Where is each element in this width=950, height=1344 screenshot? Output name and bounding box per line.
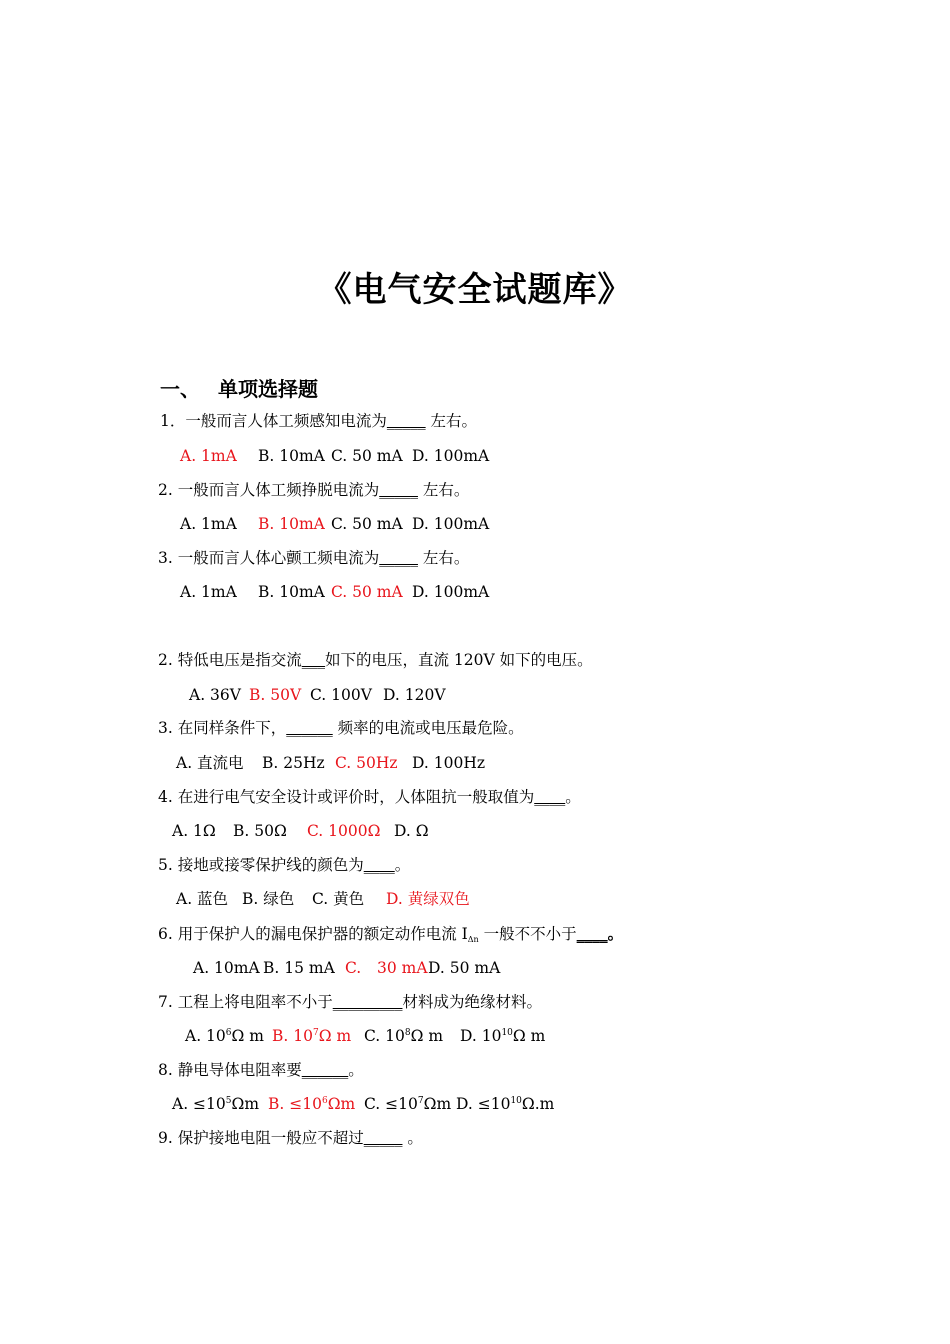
section-heading [160, 373, 318, 402]
option-c: C. 50 mA [331, 515, 403, 533]
answer-blank: _________ [332, 993, 403, 1011]
option-a: A. $\le 10^5\Omega m$ [172, 1095, 260, 1113]
option-d: D. 120V [383, 686, 446, 704]
option-b: B. $\le 10^6\Omega m$ [268, 1095, 356, 1113]
stem-text: 5. 接地或接零保护线的颜色为 [158, 856, 364, 874]
question-options [193, 958, 501, 978]
question-options [172, 821, 429, 841]
option-c: C. $10^8\Omega$ m [364, 1027, 444, 1045]
question-stem [158, 1060, 364, 1080]
question-stem [158, 787, 581, 807]
question-stem [158, 480, 469, 500]
question-stem [158, 548, 469, 568]
question-stem [158, 924, 623, 944]
question-options [189, 685, 446, 705]
answer-blank: ___ [301, 651, 325, 669]
stem-text: 如下的电压，直流 120V 如下的电压。 [324, 651, 593, 669]
answer-blank: ______ [301, 1061, 349, 1079]
stem-text: 3. 一般而言人体心颤工频电流为 [158, 549, 380, 567]
option-a: A. 蓝色 [176, 890, 229, 908]
answer-blank: _____ [379, 549, 418, 567]
option-c: C. 50Hz [335, 754, 398, 772]
section-title: 单项选择题 [218, 377, 318, 401]
option-d: D. 黄绿双色 [386, 890, 470, 908]
question-stem [158, 992, 542, 1012]
option-b: B. 10mA [258, 515, 325, 533]
stem-text: 8. 静电导体电阻率要 [158, 1061, 302, 1079]
stem-text: 左右。 [417, 481, 470, 499]
stem-text: 2. 一般而言人体工频挣脱电流为 [158, 481, 380, 499]
option-d: D. 50 mA [428, 959, 501, 977]
stem-text: 6. 用于保护人的漏电保护器的额定动作电流 I [158, 925, 468, 943]
option-a: A. 1mA [180, 583, 237, 601]
question-stem [158, 855, 410, 875]
stem-text: 频率的电流或电压最危险。 [332, 719, 524, 737]
option-a: A. 1mA [180, 447, 237, 465]
option-d: D. 100mA [412, 583, 490, 601]
stem-text: 。 [607, 924, 624, 943]
option-b: B. 50Ω [233, 822, 287, 840]
question-stem [160, 411, 477, 431]
question-stem [158, 650, 593, 670]
option-c: C. 50 mA [331, 447, 403, 465]
stem-text: 左右。 [417, 549, 470, 567]
answer-blank: ____ [363, 856, 395, 874]
option-a: A. 1mA [180, 515, 237, 533]
option-c: C. 100V [310, 686, 372, 704]
option-b: B. 25Hz [262, 754, 325, 772]
question-options [172, 1094, 555, 1114]
option-d: D. 100Hz [412, 754, 485, 772]
stem-text: 。 [402, 1129, 423, 1147]
answer-blank: ____ [576, 924, 608, 943]
option-a: A. 直流电 [176, 754, 244, 772]
option-d: D. $10^{10}\Omega$ m [460, 1027, 546, 1045]
stem-text: 。 [565, 788, 581, 806]
option-a: A. 10mA [193, 959, 260, 977]
option-d: D. 100mA [412, 515, 490, 533]
stem-text: 9. 保护接地电阻一般应不超过 [158, 1129, 364, 1147]
option-c: C. $\le 10^7\Omega m$ [364, 1095, 452, 1113]
stem-text: 一般不不小于 [478, 925, 577, 943]
question-options [180, 514, 490, 534]
stem-text: 。 [394, 856, 411, 874]
stem-text: 7. 工程上将电阻率不小于 [158, 993, 333, 1011]
stem-text: 4. 在进行电气安全设计或评价时，人体阻抗一般取值为 [158, 788, 535, 806]
option-b: B. 10mA [258, 447, 325, 465]
answer-blank: _____ [363, 1129, 403, 1147]
option-c: C. [345, 959, 362, 977]
option-a: A. $10^6\Omega$ m [185, 1027, 264, 1045]
question-options [176, 889, 470, 909]
option-d: D. Ω [394, 822, 429, 840]
page-title: 《电气安全试题库》 [317, 270, 633, 310]
question-options [176, 753, 485, 773]
option-b: B. 50V [249, 686, 302, 704]
stem-text: 材料成为绝缘材料。 [402, 993, 542, 1011]
stem-text: 3. 在同样条件下， [158, 719, 287, 737]
stem-text: 。 [348, 1061, 364, 1079]
subscript: Δn [467, 935, 479, 944]
option-d: D. $\le 10^{10}\Omega.m$ [456, 1095, 555, 1113]
option-d: D. 100mA [412, 447, 490, 465]
question-options [180, 582, 490, 602]
question-options [185, 1026, 546, 1046]
option-c: C. 1000Ω [307, 822, 381, 840]
answer-blank: _____ [386, 412, 426, 430]
stem-text: 1．一般而言人体工频感知电流为 [160, 412, 387, 430]
question-stem [158, 1128, 423, 1148]
option-b: B. 绿色 [242, 890, 295, 908]
option-a: A. 36V [189, 686, 241, 704]
option-c: C. 黄色 [312, 890, 365, 908]
option-c-value: 30 mA [377, 959, 428, 977]
stem-text: 左右。 [425, 412, 478, 430]
option-b: B. $10^7\Omega$ m [272, 1027, 352, 1045]
section-number: 一、 [160, 377, 200, 401]
answer-blank: ______ [286, 719, 333, 737]
option-a: A. 1Ω [172, 822, 216, 840]
question-options [180, 446, 490, 466]
answer-blank: ____ [534, 788, 566, 806]
option-b: B. 10mA [258, 583, 325, 601]
question-stem [158, 718, 524, 738]
option-b: B. 15 mA [263, 959, 335, 977]
stem-text: 2. 特低电压是指交流 [158, 651, 302, 669]
answer-blank: _____ [379, 481, 418, 499]
option-c: C. 50 mA [331, 583, 403, 601]
